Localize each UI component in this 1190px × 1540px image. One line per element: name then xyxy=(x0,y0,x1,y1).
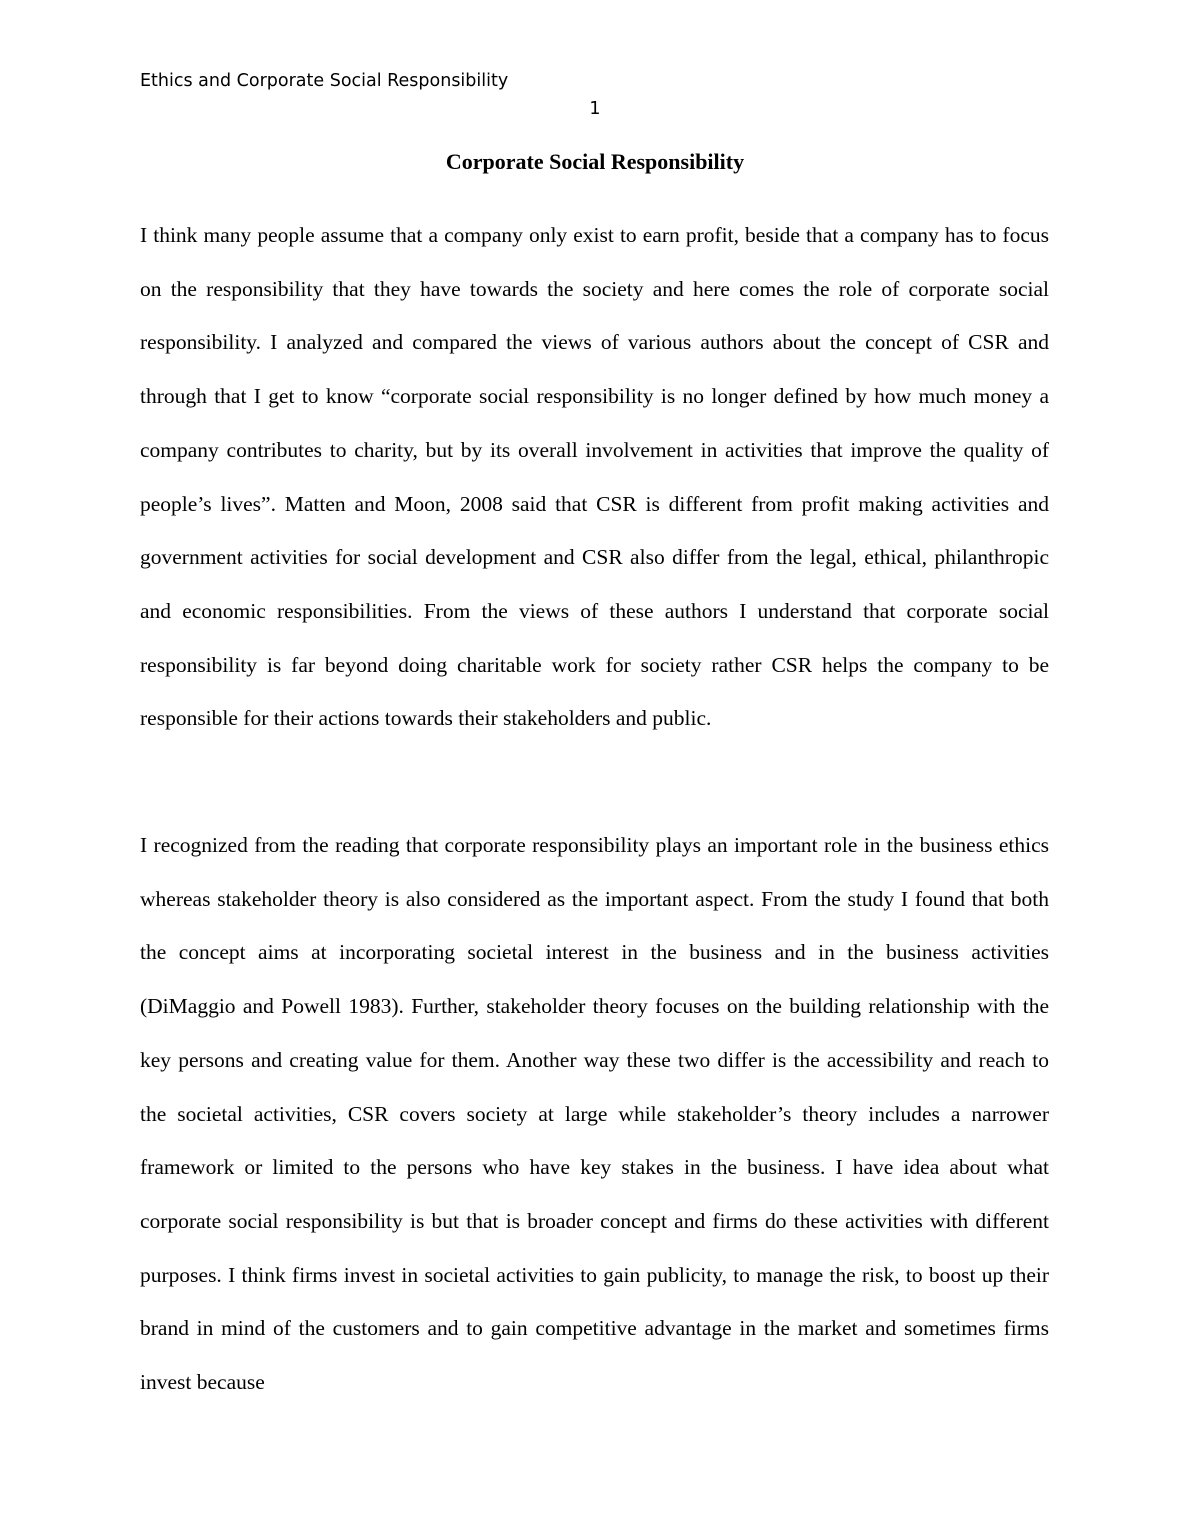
body-paragraph: I recognized from the reading that corporate responsibility plays an important role in the business ethics whereas stakeholder theory is also considered as the important aspect. From the study I found that both the concept aims at incorporating societal interest in the business and in the business activities (DiMaggio and Powell 1983). Further, stakeholder theory focuses on the building relationship with the key persons and creating value for them. Another way these two differ is the accessibility and reach to the societal activities, CSR covers society at large while stakeholder’s theory includes a narrower framework or limited to the persons who have key stakes in the business. I have idea about what corporate social responsibility is but that is broader concept and firms do these activities with different purposes. I think firms invest in societal activities to gain publicity, to manage the risk, to boost up their brand in mind of the customers and to gain competitive advantage in the market and sometimes firms invest because xyxy=(140,833,1049,1395)
body-paragraph: I think many people assume that a company only exist to earn profit, beside that a company has to focus on the responsibility that they have towards the society and here comes the role of corporate social responsibility. I analyzed and compared the views of various authors about the concept of CSR and through that I get to know “corporate social responsibility is no longer defined by how much money a company contributes to charity, but by its overall involvement in activities that improve the quality of people’s lives”. Matten and Moon, 2008 said that CSR is different from profit making activities and government activities for social development and CSR also differ from the legal, ethical, philanthropic and economic responsibilities. From the views of these authors I understand that corporate social responsibility is far beyond doing charitable work for society rather CSR helps the company to be responsible for their actions towards their stakeholders and public. xyxy=(140,223,1049,731)
document-title: Corporate Social Responsibility xyxy=(445,149,745,174)
running-head: Ethics and Corporate Social Responsibility xyxy=(140,71,509,91)
page-number: 1 xyxy=(589,99,601,119)
